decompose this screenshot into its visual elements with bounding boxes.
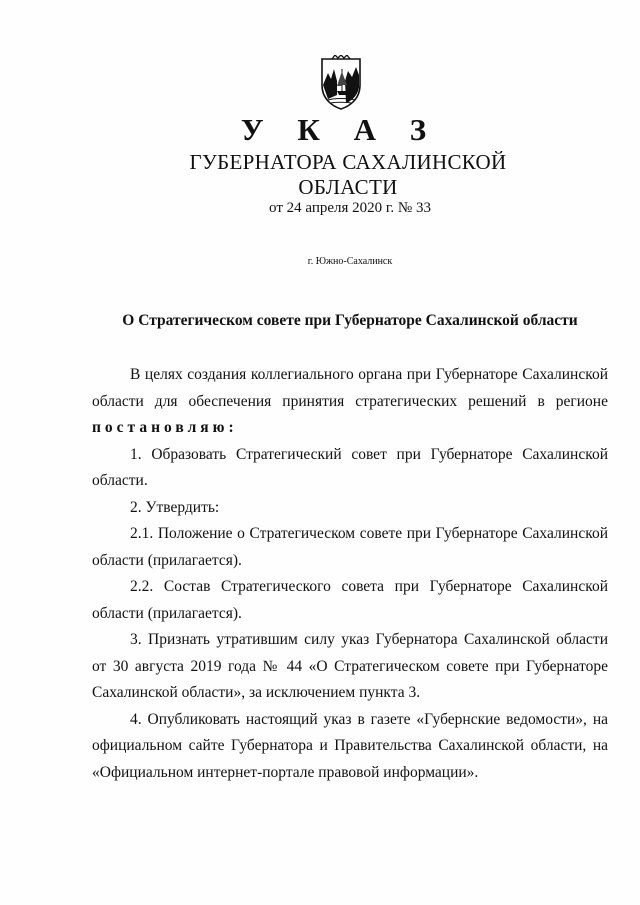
item-2-1: 2.1. Положение о Стратегическом совете при Губернаторе Сахалинской области (прилагается). (92, 525, 608, 569)
intro-paragraph: В целях создания коллегиального органа при Губернаторе Сахалинской области для обеспечения принятия стратегических решений в регионе (92, 366, 608, 410)
item-4: 4. Опубликовать настоящий указ в газете «Губернские ведомости», на официальном сайте Губернатора и Правительства Сахалинской области, на «Официальном интернет-портале правовой информации». (92, 710, 608, 781)
item-2: 2. Утвердить: (130, 498, 220, 516)
decree-word: постановляю: (92, 419, 238, 436)
sakhalin-coat-of-arms-icon (318, 55, 364, 111)
document-date-number: от 24 апреля 2020 г. № 33 (269, 200, 431, 216)
item-1: 1. Образовать Стратегический совет при Губернаторе Сахалинской области. (92, 445, 608, 489)
document-body (92, 362, 608, 786)
document-title: У К А З (240, 112, 440, 147)
item-2-2: 2.2. Состав Стратегического совета при Губернаторе Сахалинской области (прилагается). (92, 578, 608, 622)
item-3: 3. Признать утратившим силу указ Губернатора Сахалинской области от 30 августа 2019 года № 44 «О Стратегическом совете при Губернаторе Сахалинской области», за исключением пункта 3. (92, 631, 608, 701)
document-city: г. Южно-Сахалинск (307, 256, 393, 267)
document-heading: О Стратегическом совете при Губернаторе Сахалинской области (122, 312, 578, 329)
document-subtitle: ГУБЕРНАТОРА САХАЛИНСКОЙ ОБЛАСТИ (189, 150, 507, 199)
